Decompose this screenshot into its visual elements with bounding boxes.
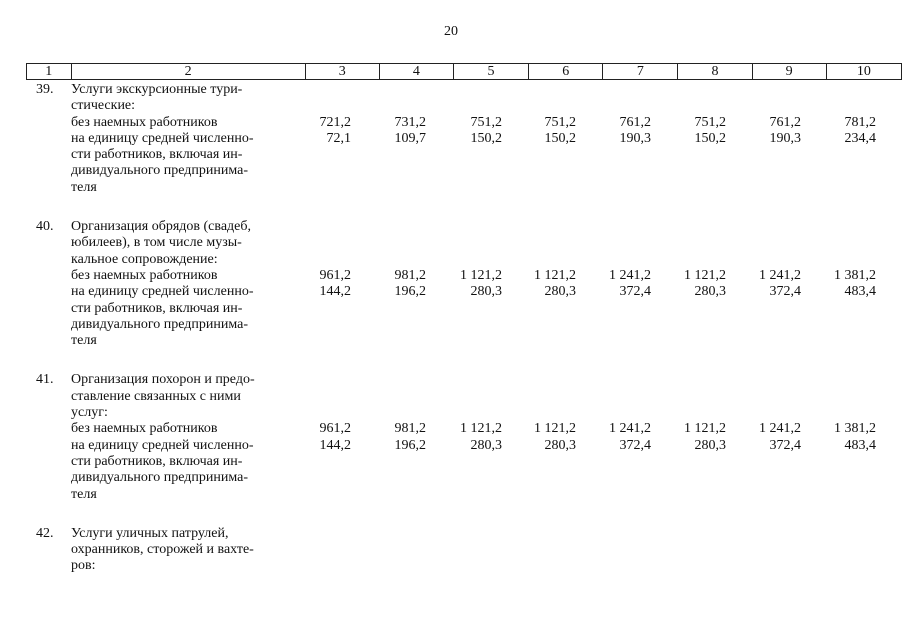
- page-number: 20: [444, 24, 458, 39]
- value-cell: 751,2: [694, 114, 726, 130]
- column-header-table: [26, 63, 902, 80]
- column-header: 2: [71, 64, 305, 80]
- value-cell: 109,7: [394, 130, 426, 146]
- value-cell: 981,2: [394, 267, 426, 283]
- row-number: 41.: [36, 372, 54, 388]
- table-row: [26, 542, 882, 558]
- row-label: на единицу средней численно-: [71, 437, 254, 453]
- row-label: ров:: [71, 558, 96, 574]
- value-cell: 190,3: [619, 130, 651, 146]
- value-cell: 280,3: [694, 284, 726, 300]
- row-label: стические:: [71, 98, 136, 114]
- table-row: [26, 454, 882, 470]
- value-cell: 721,2: [319, 114, 351, 130]
- value-cell: 1 121,2: [684, 421, 726, 437]
- column-header: 1: [27, 64, 72, 80]
- value-cell: 234,4: [844, 130, 876, 146]
- column-header: 5: [453, 64, 528, 80]
- value-cell: 1 241,2: [609, 421, 651, 437]
- column-header-row: [27, 64, 902, 80]
- value-cell: 280,3: [544, 437, 576, 453]
- table-row: [26, 526, 882, 542]
- row-label: на единицу средней численно-: [71, 130, 254, 146]
- row-label: дивидуального предпринима-: [71, 163, 249, 179]
- value-cell: 751,2: [470, 114, 502, 130]
- row-number: 40.: [36, 219, 54, 235]
- table-row: [26, 115, 882, 131]
- table-row: [26, 421, 882, 437]
- value-cell: 150,2: [694, 130, 726, 146]
- value-cell: 72,1: [326, 130, 351, 146]
- table-body: [26, 82, 882, 575]
- value-cell: 1 241,2: [609, 267, 651, 283]
- value-cell: 1 121,2: [534, 421, 576, 437]
- table-row: [26, 147, 882, 163]
- value-cell: 1 381,2: [834, 421, 876, 437]
- row-label: Услуги уличных патрулей,: [71, 525, 229, 541]
- column-header: 3: [305, 64, 379, 80]
- row-label: сти работников, включая ин-: [71, 147, 243, 163]
- row-label: на единицу средней численно-: [71, 284, 254, 300]
- value-cell: 144,2: [319, 284, 351, 300]
- value-cell: 280,3: [694, 437, 726, 453]
- table-row: [26, 98, 882, 114]
- value-cell: 1 241,2: [759, 421, 801, 437]
- row-label: сти работников, включая ин-: [71, 300, 243, 316]
- value-cell: 1 121,2: [460, 421, 502, 437]
- column-header: 4: [379, 64, 453, 80]
- value-cell: 150,2: [544, 130, 576, 146]
- value-cell: 144,2: [319, 437, 351, 453]
- table-row: [26, 268, 882, 284]
- table-row: [26, 317, 882, 333]
- row-number: 39.: [36, 82, 54, 97]
- value-cell: 981,2: [394, 421, 426, 437]
- table-row: [26, 131, 882, 147]
- value-cell: 280,3: [470, 437, 502, 453]
- row-label: Услуги экскурсионные тури-: [71, 82, 243, 97]
- table-row: [26, 372, 882, 388]
- value-cell: 372,4: [769, 437, 801, 453]
- value-cell: 150,2: [470, 130, 502, 146]
- row-label: без наемных работников: [71, 267, 218, 283]
- value-cell: 761,2: [619, 114, 651, 130]
- table-entry: [26, 219, 882, 349]
- column-header: 10: [826, 64, 901, 80]
- value-cell: 196,2: [394, 437, 426, 453]
- row-label: юбилеев), в том числе музы-: [71, 235, 242, 251]
- table-row: [26, 82, 882, 98]
- value-cell: 483,4: [844, 284, 876, 300]
- value-cell: 372,4: [619, 284, 651, 300]
- row-label: теля: [71, 179, 97, 195]
- row-label: теля: [71, 486, 97, 502]
- row-label: кальное сопровождение:: [71, 251, 218, 267]
- row-label: ставление связанных с ними: [71, 388, 241, 404]
- table-entry: [26, 526, 882, 575]
- table-row: [26, 558, 882, 574]
- table-row: [26, 487, 882, 503]
- row-label: теля: [71, 333, 97, 349]
- row-number: 42.: [36, 525, 54, 541]
- table-entry: [26, 82, 882, 196]
- row-label: без наемных работников: [71, 421, 218, 437]
- column-header: 6: [529, 64, 603, 80]
- column-header: 9: [752, 64, 826, 80]
- table-row: [26, 180, 882, 196]
- column-header: 7: [603, 64, 678, 80]
- row-label: охранников, сторожей и вахте-: [71, 542, 254, 558]
- value-cell: 372,4: [769, 284, 801, 300]
- value-cell: 781,2: [844, 114, 876, 130]
- value-cell: 1 241,2: [759, 267, 801, 283]
- row-label: сти работников, включая ин-: [71, 453, 243, 469]
- row-label: дивидуального предпринима-: [71, 316, 249, 332]
- value-cell: 761,2: [769, 114, 801, 130]
- value-cell: 1 121,2: [534, 267, 576, 283]
- value-cell: 1 121,2: [684, 267, 726, 283]
- value-cell: 731,2: [394, 114, 426, 130]
- table-row: [26, 163, 882, 179]
- value-cell: 280,3: [544, 284, 576, 300]
- row-label: без наемных работников: [71, 114, 218, 130]
- table-row: [26, 284, 882, 300]
- table-row: [26, 301, 882, 317]
- value-cell: 483,4: [844, 437, 876, 453]
- value-cell: 1 121,2: [460, 267, 502, 283]
- value-cell: 751,2: [544, 114, 576, 130]
- value-cell: 1 381,2: [834, 267, 876, 283]
- row-label: услуг:: [71, 405, 108, 421]
- row-label: Организация обрядов (свадеб,: [71, 219, 251, 235]
- value-cell: 961,2: [319, 421, 351, 437]
- value-cell: 961,2: [319, 267, 351, 283]
- value-cell: 372,4: [619, 437, 651, 453]
- table-row: [26, 438, 882, 454]
- table-row: [26, 389, 882, 405]
- table-row: [26, 235, 882, 251]
- table-row: [26, 219, 882, 235]
- value-cell: 196,2: [394, 284, 426, 300]
- table-row: [26, 405, 882, 421]
- row-label: дивидуального предпринима-: [71, 470, 249, 486]
- table-row: [26, 252, 882, 268]
- table-row: [26, 333, 882, 349]
- row-label: Организация похорон и предо-: [71, 372, 255, 388]
- table-entry: [26, 372, 882, 502]
- column-header: 8: [678, 64, 752, 80]
- value-cell: 280,3: [470, 284, 502, 300]
- value-cell: 190,3: [769, 130, 801, 146]
- table-row: [26, 470, 882, 486]
